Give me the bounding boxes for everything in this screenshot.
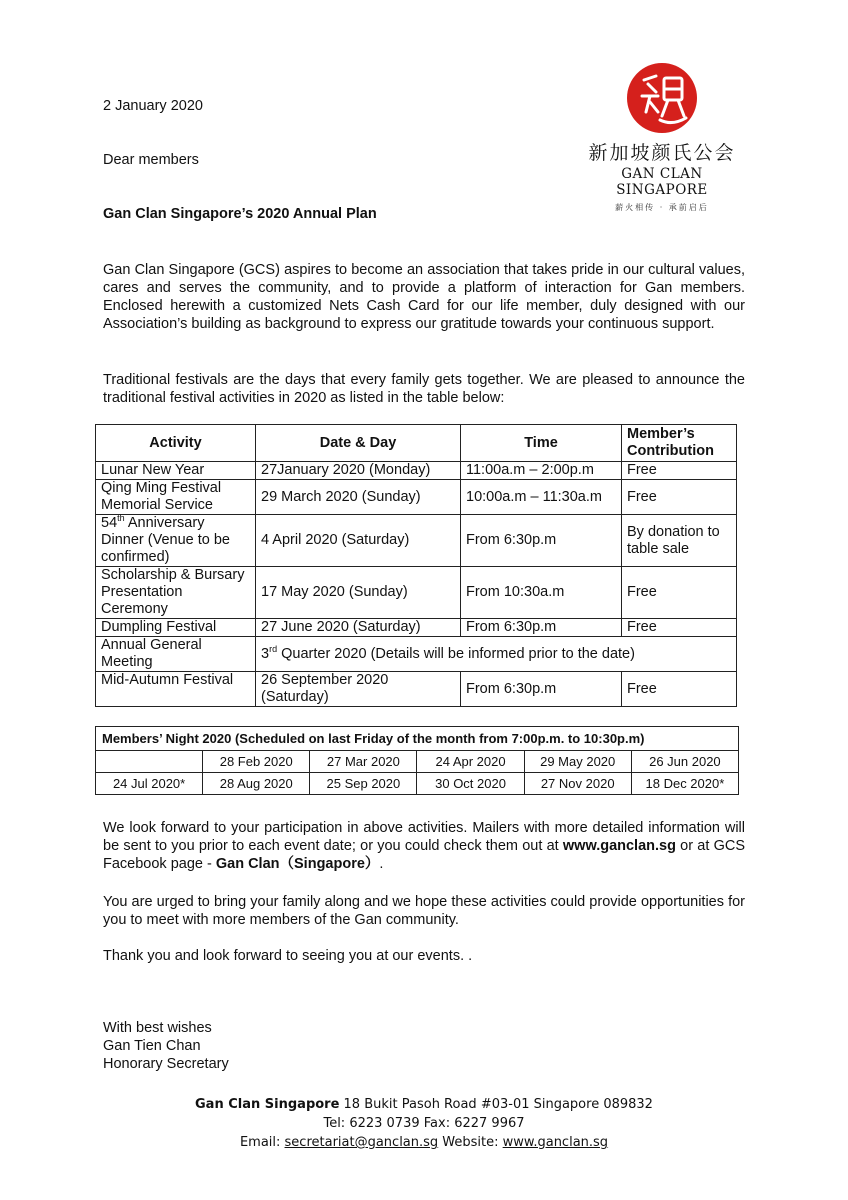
paragraph-intro: Gan Clan Singapore (GCS) aspires to become an association that takes pride in our cultural values, cares and serves the community, and to provide a platform of interaction for Gan members. Enclosed herewith a customized Nets Cash Card for our life member, duly designed with our Association’s building as background to express our gratitude towards your continuous support. (103, 262, 745, 332)
closing: With best wishes (103, 1020, 212, 1036)
members-night-heading: Members’ Night 2020 (Scheduled on last Friday of the month from 7:00p.m. to 10:30p.m) (96, 727, 739, 751)
date-cell: 25 Sep 2020 (310, 773, 417, 795)
footer-contact-line (0, 1133, 848, 1152)
time-cell: 10:00a.m – 11:30a.m (461, 480, 622, 515)
letter-title: Gan Clan Singapore’s 2020 Annual Plan (103, 206, 377, 222)
footer-website-label: Website: (438, 1135, 503, 1150)
table-row (96, 619, 737, 637)
contribution-cell: Free (622, 462, 737, 480)
contribution-cell: Free (622, 480, 737, 515)
seal-icon (626, 62, 698, 134)
date-cell: 27January 2020 (Monday) (256, 462, 461, 480)
date-cell: 26 Jun 2020 (631, 751, 738, 773)
activities-table (95, 424, 737, 707)
contribution-cell: Free (622, 619, 737, 637)
time-cell: From 6:30p.m (461, 672, 622, 707)
members-night-heading-row (96, 727, 739, 751)
date-cell: 24 Apr 2020 (417, 751, 524, 773)
header-contribution: Member’s Contribution (622, 425, 737, 462)
date-cell: 27 Nov 2020 (524, 773, 631, 795)
footer-email-label: Email: (239, 1135, 285, 1150)
ordinal-suffix: rd (269, 643, 278, 654)
activity-cell: Scholarship & Bursary Presentation Ceremony (96, 567, 256, 619)
date-cell: 27 June 2020 (Saturday) (256, 619, 461, 637)
date-cell: 4 April 2020 (Saturday) (256, 515, 461, 567)
signer-title: Honorary Secretary (103, 1056, 229, 1072)
ordinal-suffix: th (117, 513, 125, 524)
footer (0, 1095, 848, 1152)
contribution-cell: Free (622, 672, 737, 707)
date-cell: 17 May 2020 (Sunday) (256, 567, 461, 619)
table-row (96, 672, 737, 707)
header-time: Time (461, 425, 622, 462)
contribution-cell: Free (622, 567, 737, 619)
date-cell: 30 Oct 2020 (417, 773, 524, 795)
date-cell: 18 Dec 2020* (631, 773, 738, 795)
paragraph-participation (103, 819, 745, 873)
members-night-table (95, 726, 739, 795)
activity-cell: Annual General Meeting (96, 637, 256, 672)
signer-name: Gan Tien Chan (103, 1038, 201, 1054)
merged-details-cell (256, 637, 737, 672)
merged-text: Quarter 2020 (Details will be informed prior to the date) (277, 645, 635, 662)
website-link[interactable]: www.ganclan.sg (562, 838, 676, 854)
activity-ordinal: 54 (101, 515, 118, 531)
table-row (96, 751, 739, 773)
table-row (96, 773, 739, 795)
paragraph-family: You are urged to bring your family along and we hope these activities could provide opportunities for you to meet with more members of the Gan community. (103, 894, 745, 928)
quarter-number: 3 (261, 645, 270, 662)
date-cell: 24 Jul 2020* (96, 773, 203, 795)
logo-motto: 薪火相传 · 承前启后 (615, 203, 709, 212)
logo-english-name: GAN CLAN SINGAPORE (616, 166, 708, 198)
table-row (96, 462, 737, 480)
date-cell: 29 March 2020 (Sunday) (256, 480, 461, 515)
table-header-row (96, 425, 737, 462)
activity-cell: Dumpling Festival (96, 619, 256, 637)
table-row (96, 637, 737, 672)
date-cell: 28 Feb 2020 (203, 751, 310, 773)
header-date: Date & Day (256, 425, 461, 462)
logo-chinese-name: 新加坡颜氏公会 (588, 142, 736, 164)
facebook-page-link[interactable]: Gan Clan（Singapore） (215, 856, 380, 872)
activity-cell: Lunar New Year (96, 462, 256, 480)
activity-cell (96, 515, 256, 567)
time-cell: From 6:30p.m (461, 619, 622, 637)
participation-end: . (379, 856, 384, 872)
footer-email-link[interactable]: secretariat@ganclan.sg (284, 1135, 439, 1150)
activity-cell: Mid-Autumn Festival (96, 672, 256, 707)
footer-address-line (0, 1095, 848, 1114)
footer-org: Gan Clan Singapore (195, 1097, 340, 1112)
contribution-cell: By donation to table sale (622, 515, 737, 567)
activity-cell: Qing Ming Festival Memorial Service (96, 480, 256, 515)
date-cell: 28 Aug 2020 (203, 773, 310, 795)
date-cell: 27 Mar 2020 (310, 751, 417, 773)
gan-clan-logo (582, 62, 742, 213)
participation-text: We look forward to your participation in above activities. Mailers with more detailed information will be sent to you prior to each event date; or you could check them out at (103, 820, 745, 854)
date-cell (96, 751, 203, 773)
time-cell: From 6:30p.m (461, 515, 622, 567)
paragraph-thanks: Thank you and look forward to seeing you at our events. . (103, 948, 473, 964)
table-row (96, 515, 737, 567)
activity-text: Anniversary Dinner (Venue to be confirmed) (101, 515, 230, 565)
time-cell: 11:00a.m – 2:00p.m (461, 462, 622, 480)
paragraph-festivals: Traditional festivals are the days that every family gets together. We are pleased to announce the traditional festival activities in 2020 as listed in the table below: (103, 372, 745, 406)
date-cell: 29 May 2020 (524, 751, 631, 773)
time-cell: From 10:30a.m (461, 567, 622, 619)
salutation: Dear members (103, 152, 199, 168)
date-cell: 26 September 2020 (Saturday) (256, 672, 461, 707)
letter-date: 2 January 2020 (103, 98, 203, 114)
table-row (96, 480, 737, 515)
header-activity: Activity (96, 425, 256, 462)
footer-address: 18 Bukit Pasoh Road #03-01 Singapore 089832 (339, 1097, 653, 1112)
footer-phone: Tel: 6223 0739 Fax: 6227 9967 (323, 1116, 525, 1131)
participation-text-2: or at GCS Facebook page - (103, 838, 745, 872)
footer-website-link[interactable]: www.ganclan.sg (502, 1135, 609, 1150)
table-row (96, 567, 737, 619)
